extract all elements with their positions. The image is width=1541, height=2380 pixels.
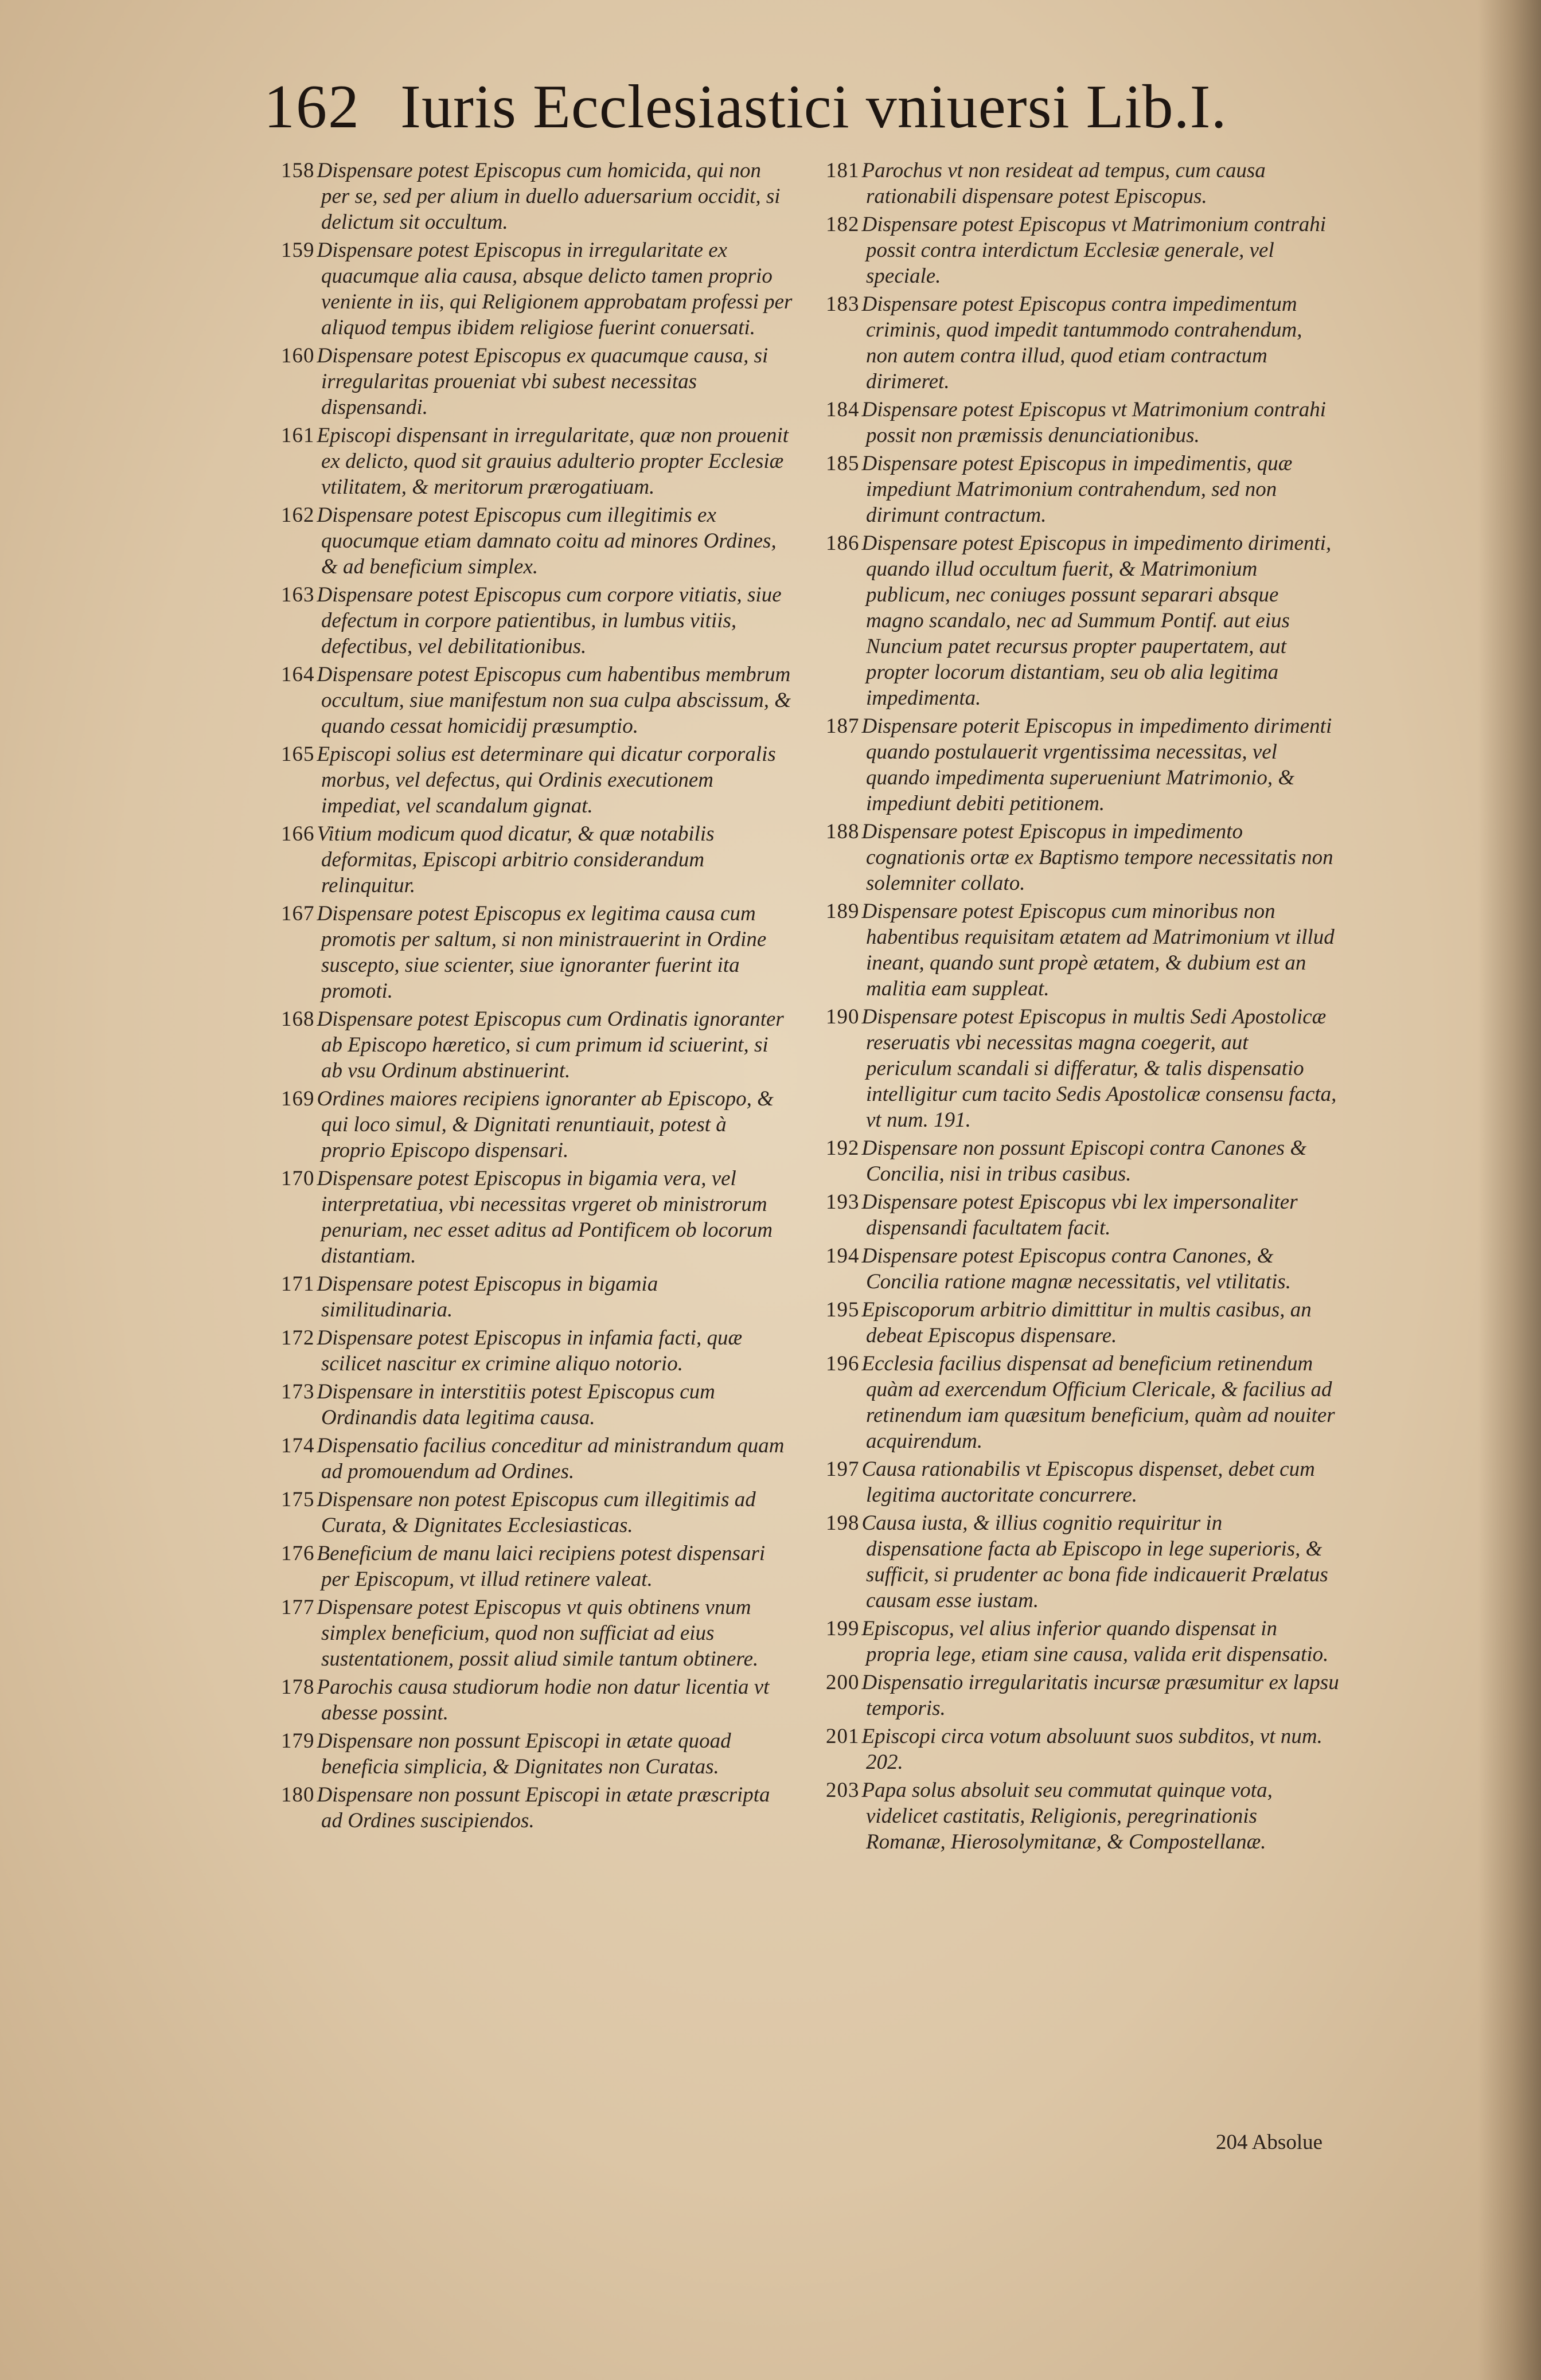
- entry-number: 174: [281, 1434, 315, 1457]
- entry-text: Papa solus absoluit seu commutat quinque vota, videlicet castitatis, Religionis, peregrinationis Romanæ, Hierosolymitanæ, & Compostellanæ.: [861, 1779, 1273, 1854]
- index-entry: [281, 1595, 794, 1672]
- index-entry: [281, 662, 794, 739]
- index-entry: [826, 1004, 1339, 1133]
- entry-text: Dispensare potest Episcopus cum Ordinatis ignoranter ab Episcopo hæretico, si cum primum id sciuerint, si ab vsu Ordinum abstinuerint.: [317, 1007, 784, 1082]
- entry-text: Dispensare potest Episcopus in infamia facti, quæ scilicet nascitur ex crimine aliquo notorio.: [317, 1326, 743, 1375]
- entry-number: 175: [281, 1488, 315, 1511]
- entry-text: Dispensare non potest Episcopus cum illegitimis ad Curata, & Dignitates Ecclesiasticas.: [317, 1488, 756, 1537]
- entry-number: 167: [281, 902, 315, 925]
- index-entry: [826, 1351, 1339, 1454]
- index-entry: [826, 1456, 1339, 1508]
- index-entry: [826, 1777, 1339, 1855]
- entry-number: 190: [826, 1005, 860, 1029]
- entry-number: 165: [281, 742, 315, 766]
- entry-number: 185: [826, 452, 860, 475]
- index-entry: [281, 1271, 794, 1323]
- entry-text: Dispensare potest Episcopus cum minoribus non habentibus requisitam ætatem ad Matrimonium vt illud ineant, quando sunt propè ætatem, & dubium est an malitia eam suppleat.: [861, 900, 1335, 1001]
- entry-text: Dispensare potest Episcopus contra Canones, & Concilia ratione magnæ necessitatis, vel vtilitatis.: [861, 1244, 1291, 1293]
- entry-text: Dispensare potest Episcopus vt Matrimonium contrahi possit non præmissis denunciationibus.: [861, 398, 1326, 447]
- entry-text: Causa iusta, & illius cognitio requiritur in dispensatione facta ab Episcopo in lege superioris, & sufficit, si prudenter ac bona fide indicauerit Prælatus causam esse iustam.: [861, 1511, 1328, 1612]
- entry-number: 162: [281, 503, 315, 527]
- index-entry: [826, 212, 1339, 289]
- index-entry: [281, 423, 794, 500]
- index-entry: [281, 1325, 794, 1377]
- index-entry: [281, 741, 794, 819]
- index-entry: [281, 1541, 794, 1592]
- entry-number: 203: [826, 1779, 860, 1802]
- entry-text: Episcoporum arbitrio dimittitur in multis casibus, an debeat Episcopus dispensare.: [861, 1298, 1312, 1347]
- entry-number: 193: [826, 1190, 860, 1214]
- entry-text: Dispensare potest Episcopus cum homicida, qui non per se, sed per alium in duello aduersarium occidit, si delictum sit occultum.: [317, 159, 781, 234]
- entry-number: 172: [281, 1326, 315, 1350]
- entry-text: Vitium modicum quod dicatur, & quæ notabilis deformitas, Episcopi arbitrio considerandum relinquitur.: [317, 822, 715, 897]
- index-entry: [281, 901, 794, 1004]
- entry-number: 158: [281, 159, 315, 182]
- entry-text: Episcopi circa votum absoluunt suos subditos, vt num. 202.: [861, 1725, 1322, 1774]
- right-column: [826, 158, 1339, 1857]
- entry-text: Dispensare potest Episcopus in multis Sedi Apostolicæ reseruatis vbi necessitas magna coegerit, aut periculum scandali si differatur, & talis dispensatio intelligitur cum tacito Sedis Apostolicæ consensu facta, vt num. 191.: [861, 1005, 1337, 1132]
- running-title: Iuris Ecclesiastici vniuersi Lib.I.: [400, 73, 1227, 141]
- page-header: [264, 72, 1353, 158]
- entry-text: Dispensare non possunt Episcopi in ætate quoad beneficia simplicia, & Dignitates non Curatas.: [317, 1729, 731, 1779]
- index-entry: [281, 1166, 794, 1269]
- entry-number: 192: [826, 1136, 860, 1160]
- left-column: [281, 158, 794, 1836]
- entry-number: 173: [281, 1380, 315, 1404]
- entry-text: Dispensare potest Episcopus ex quacumque causa, si irregularitas proueniat vbi subest necessitas dispensandi.: [317, 344, 768, 419]
- entry-number: 184: [826, 398, 860, 421]
- entry-number: 160: [281, 344, 315, 368]
- entry-text: Dispensare non possunt Episcopi in ætate præscripta ad Ordines suscipiendos.: [317, 1783, 770, 1832]
- entry-text: Episcopi dispensant in irregularitate, quæ non prouenit ex delicto, quod sit grauius adulterio propter Ecclesiæ vtilitatem, & meritorum prærogatiuam.: [317, 424, 789, 499]
- index-entry: [826, 451, 1339, 528]
- entry-number: 183: [826, 292, 860, 316]
- entry-number: 189: [826, 900, 860, 923]
- entry-number: 180: [281, 1783, 315, 1807]
- entry-number: 169: [281, 1087, 315, 1111]
- entry-text: Beneficium de manu laici recipiens potest dispensari per Episcopum, vt illud retinere valeat.: [317, 1542, 766, 1591]
- index-entry: [826, 1616, 1339, 1667]
- entry-text: Dispensare potest Episcopus in bigamia similitudinaria.: [317, 1272, 658, 1322]
- entry-number: 161: [281, 424, 315, 447]
- entry-text: Dispensare non possunt Episcopi contra Canones & Concilia, nisi in tribus casibus.: [861, 1136, 1307, 1186]
- index-entry: [826, 158, 1339, 209]
- index-entry: [826, 1724, 1339, 1775]
- index-entry: [281, 1487, 794, 1538]
- entry-number: 198: [826, 1511, 860, 1535]
- index-entry: [281, 582, 794, 659]
- entry-number: 201: [826, 1725, 860, 1748]
- entry-number: 164: [281, 663, 315, 686]
- entry-text: Dispensare potest Episcopus in impedimento dirimenti, quando illud occultum fuerit, & Matrimonium publicum, nec coniuges possunt separari absque magno scandalo, nec ad Summum Pontif. aut eius Nuncium patet recursus propter paupertatem, aut propter locorum distantiam, seu ob alia legitima impedimenta.: [861, 532, 1332, 710]
- entry-number: 199: [826, 1617, 860, 1640]
- index-entry: [826, 1243, 1339, 1295]
- page-number: 162: [264, 73, 360, 141]
- entry-number: 177: [281, 1596, 315, 1619]
- index-entry: [281, 237, 794, 341]
- entry-text: Dispensare potest Episcopus in irregularitate ex quacumque alia causa, absque delicto tamen proprio veniente in iis, qui Religionem approbatam professi per aliquod tempus ibidem religiose fuerint conuersati.: [317, 239, 793, 339]
- entry-text: Dispensare potest Episcopus ex legitima causa cum promotis per saltum, si non ministrauerint in Ordine suscepto, siue scienter, siue ignoranter fuerint ita promoti.: [317, 902, 767, 1003]
- index-entry: [281, 158, 794, 235]
- entry-text: Parochus vt non resideat ad tempus, cum causa rationabili dispensare potest Episcopus.: [861, 159, 1266, 208]
- index-entry: [826, 1135, 1339, 1187]
- entry-text: Dispensare potest Episcopus cum illegitimis ex quocumque etiam damnato coitu ad minores Ordines, & ad beneficium simplex.: [317, 503, 777, 579]
- entry-number: 171: [281, 1272, 315, 1296]
- entry-text: Dispensare potest Episcopus contra impedimentum criminis, quod impedit tantummodo contrahendum, non autem contra illud, quod etiam contractum dirimeret.: [861, 292, 1302, 393]
- entry-number: 188: [826, 820, 860, 843]
- entry-number: 182: [826, 213, 860, 236]
- entry-number: 166: [281, 822, 315, 846]
- entry-number: 176: [281, 1542, 315, 1565]
- entry-text: Dispensare potest Episcopus vt quis obtinens vnum simplex beneficium, quod non sufficiat ad eius sustentationem, possit aliud simile tantum obtinere.: [317, 1596, 759, 1671]
- page-gutter-shadow: [1478, 0, 1541, 2380]
- entry-text: Dispensare potest Episcopus vt Matrimonium contrahi possit contra interdictum Ecclesiæ generale, vel speciale.: [861, 213, 1326, 288]
- entry-text: Dispensare potest Episcopus in bigamia vera, vel interpretatiua, vbi necessitas vrgeret ob ministrorum penuriam, nec esset aditus ad Pontificem ob locorum distantiam.: [317, 1167, 773, 1268]
- entry-text: Ecclesia facilius dispensat ad beneficium retinendum quàm ad exercendum Officium Clericale, & facilius ad retinendum iam quæsitum beneficium, quàm ad nouiter acquirendum.: [861, 1352, 1335, 1453]
- entry-text: Dispensatio irregularitatis incursæ præsumitur ex lapsu temporis.: [861, 1671, 1339, 1720]
- index-entry: [826, 397, 1339, 448]
- index-entry: [281, 502, 794, 580]
- entry-text: Dispensare potest Episcopus vbi lex impersonaliter dispensandi facultatem facit.: [861, 1190, 1298, 1240]
- entry-text: Dispensare potest Episcopus in impedimento cognationis ortæ ex Baptismo tempore necessitatis non solemniter collato.: [861, 820, 1333, 895]
- index-entry: [281, 1086, 794, 1163]
- index-entry: [281, 1728, 794, 1780]
- index-entry: [281, 821, 794, 898]
- entry-number: 200: [826, 1671, 860, 1694]
- index-entry: [826, 1189, 1339, 1241]
- entry-text: Dispensare potest Episcopus cum habentibus membrum occultum, siue manifestum non sua culpa abscissum, & quando cessat homicidij præsumptio.: [317, 663, 791, 738]
- index-entry: [281, 343, 794, 420]
- entry-number: 196: [826, 1352, 860, 1375]
- index-entry: [826, 713, 1339, 816]
- entry-text: Episcopus, vel alius inferior quando dispensat in propria lege, etiam sine causa, valida erit dispensatio.: [861, 1617, 1329, 1666]
- entry-text: Dispensare in interstitiis potest Episcopus cum Ordinandis data legitima causa.: [317, 1380, 715, 1429]
- entry-number: 194: [826, 1244, 860, 1268]
- index-entry: [826, 530, 1339, 711]
- entry-text: Dispensare potest Episcopus in impedimentis, quæ impediunt Matrimonium contrahendum, sed non dirimunt contractum.: [861, 452, 1293, 527]
- index-entry: [281, 1006, 794, 1084]
- entry-text: Parochis causa studiorum hodie non datur licentia vt abesse possint.: [317, 1675, 770, 1725]
- entry-text: Episcopi solius est determinare qui dicatur corporalis morbus, vel defectus, qui Ordinis executionem impediat, vel scandalum gignat.: [317, 742, 776, 818]
- entry-text: Causa rationabilis vt Episcopus dispenset, debet cum legitima auctoritate concurrere.: [861, 1457, 1315, 1507]
- entry-number: 186: [826, 532, 860, 555]
- index-entry: [826, 898, 1339, 1002]
- entry-text: Ordines maiores recipiens ignoranter ab Episcopo, & qui loco simul, & Dignitati renuntiauit, potest à proprio Episcopo dispensari.: [317, 1087, 774, 1162]
- entry-number: 170: [281, 1167, 315, 1190]
- entry-number: 187: [826, 714, 860, 738]
- entry-text: Dispensare poterit Episcopus in impedimento dirimenti quando postulauerit vrgentissima necessitas, vel quando impedimenta superueniunt Matrimonio, & impediunt debiti petitionem.: [861, 714, 1332, 815]
- catchword: 204 Absolue: [1216, 2131, 1323, 2154]
- index-entry: [826, 1670, 1339, 1721]
- index-entry: [281, 1782, 794, 1834]
- entry-number: 195: [826, 1298, 860, 1322]
- entry-number: 179: [281, 1729, 315, 1753]
- index-entry: [281, 1433, 794, 1484]
- index-entry: [826, 1510, 1339, 1613]
- entry-text: Dispensatio facilius conceditur ad ministrandum quam ad promouendum ad Ordines.: [317, 1434, 785, 1483]
- index-entry: [826, 1297, 1339, 1349]
- entry-number: 163: [281, 583, 315, 607]
- entry-number: 168: [281, 1007, 315, 1031]
- index-entry: [281, 1674, 794, 1726]
- entry-text: Dispensare potest Episcopus cum corpore vitiatis, siue defectum in corpore patientibus, in lumbus vitiis, defectibus, vel debilitationibus.: [317, 583, 782, 658]
- index-entry: [826, 819, 1339, 896]
- entry-number: 159: [281, 239, 315, 262]
- index-entry: [281, 1379, 794, 1431]
- entry-number: 178: [281, 1675, 315, 1699]
- entry-number: 197: [826, 1457, 860, 1481]
- entry-number: 181: [826, 159, 860, 182]
- index-entry: [826, 291, 1339, 394]
